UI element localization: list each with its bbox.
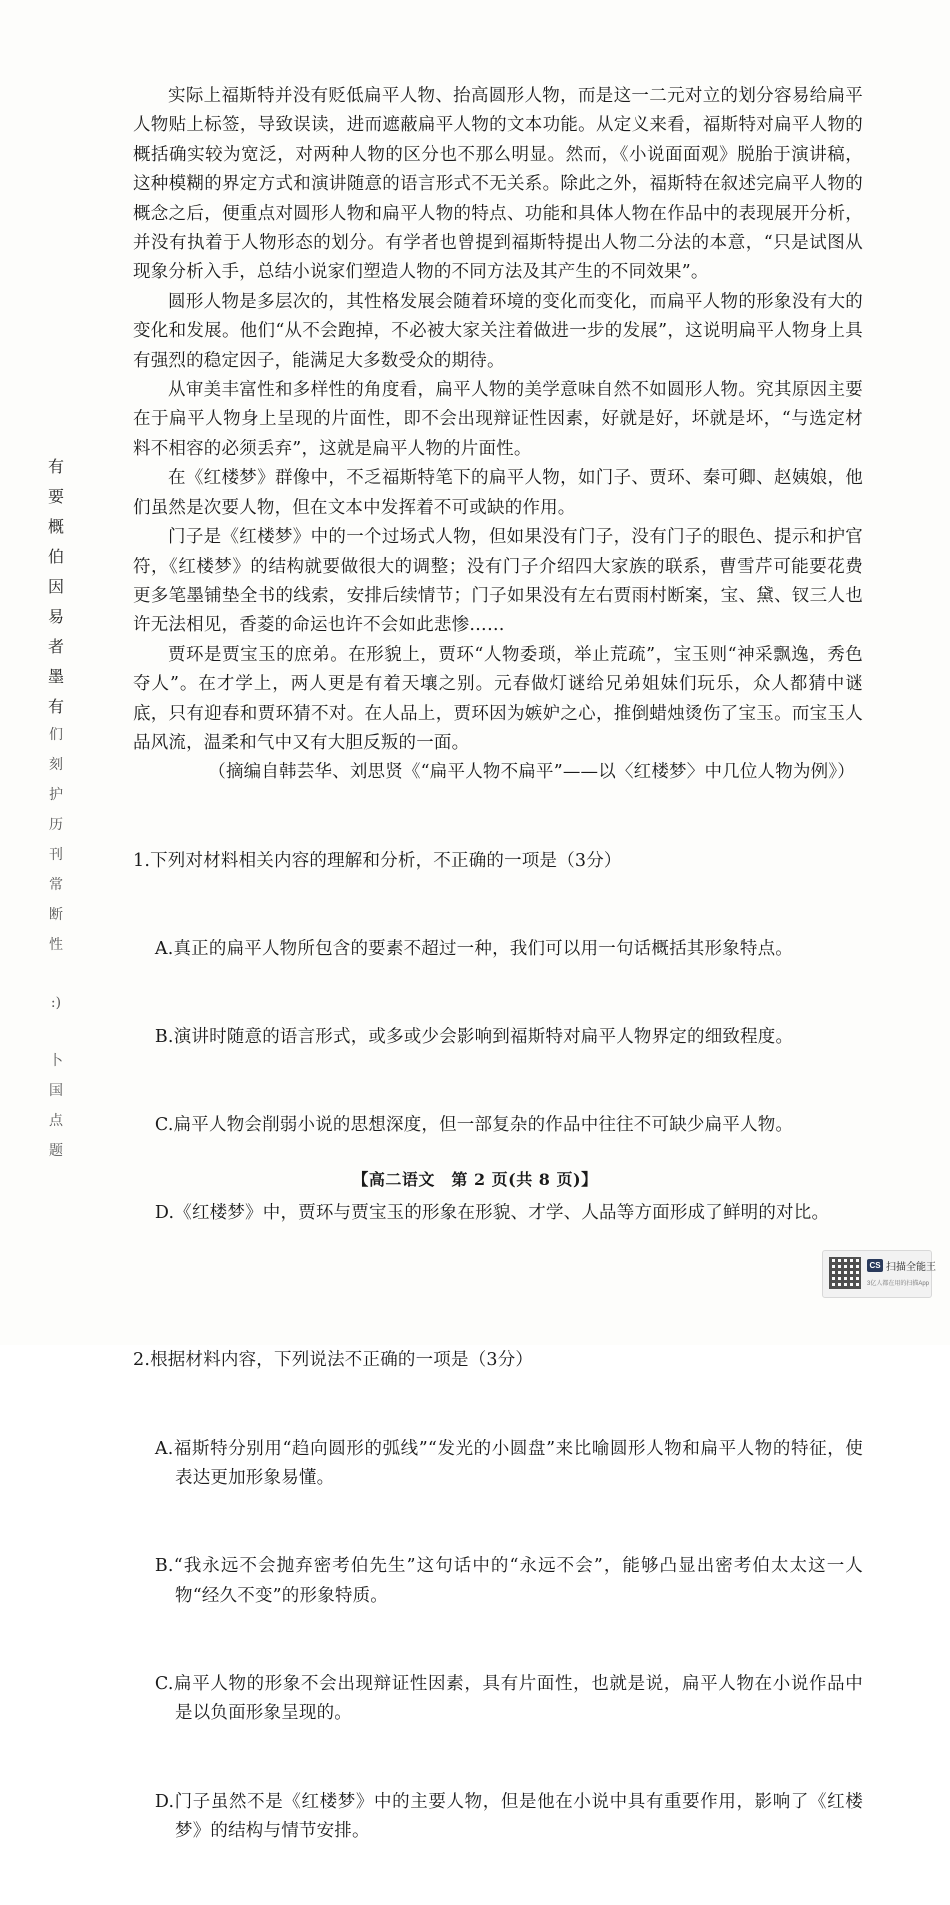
question-option: B.演讲时随意的语言形式，或多或少会影响到福斯特对扁平人物界定的细致程度。 xyxy=(154,1027,794,1047)
page-footer: 【高二语文 第 2 页(共 8 页)】 xyxy=(352,1170,598,1189)
margin-char: 们 xyxy=(49,727,63,743)
question-option: A.福斯特分别用“趋向圆形的弧线”“发光的小圆盘”来比喻圆形人物和扁平人物的特征，使表达更加形象易懂。 xyxy=(154,1438,863,1489)
scanner-watermark xyxy=(822,1250,936,1298)
article-paragraph: 圆形人物是多层次的，其性格发展会随着环境的变化而变化，而扁平人物的形象没有大的变化和发展。他们“从不会跑掉，不必被大家关注着做进一步的发展”，这说明扁平人物身上具有强烈的稳定因子，能满足大多数受众的期待。 xyxy=(133,291,863,371)
margin-char: 点 xyxy=(49,1113,63,1129)
article-paragraph: 在《红楼梦》群像中，不乏福斯特笔下的扁平人物，如门子、贾环、秦可卿、赵姨娘，他们虽然是次要人物，但在文本中发挥着不可或缺的作用。 xyxy=(133,468,863,518)
margin-char: 历 xyxy=(49,817,63,833)
margin-char: 性 xyxy=(49,937,63,953)
question-option: C.扁平人物会削弱小说的思想深度，但一部复杂的作品中往往不可缺少扁平人物。 xyxy=(154,1115,794,1136)
margin-char: 伯 xyxy=(47,547,64,566)
question-option: C.扁平人物的形象不会出现辩证性因素，具有片面性，也就是说，扁平人物在小说作品中是以负面形象呈现的。 xyxy=(154,1673,863,1724)
article-paragraph: 门子是《红楼梦》中的一个过场式人物，但如果没有门子，没有门子的眼色、提示和护官符，《红楼梦》的结构就要做很大的调整；没有门子介绍四大家族的联系，曹雪芹可能要花费更多笔墨铺垫全书的线索，安排后续情节；门子如果没有左右贾雨村断案，宝、黛、钗三人也许无法相见，香菱的命运也许不会如此悲惨…… xyxy=(133,527,863,636)
margin-char: 题 xyxy=(49,1143,63,1159)
article-source: （摘编自韩芸华、刘思贤《“扁平人物不扁平”——以〈红楼梦〉中几位人物为例》） xyxy=(208,762,855,783)
margin-char: 刻 xyxy=(49,757,63,773)
margin-char: :) xyxy=(50,995,62,1011)
qr-code-icon xyxy=(829,1257,861,1289)
margin-char: 因 xyxy=(47,577,64,596)
margin-char: 有 xyxy=(47,697,64,716)
margin-char: 断 xyxy=(49,907,63,923)
question-1 xyxy=(133,788,863,1288)
question-option: D.《红楼梦》中，贾环与贾宝玉的形象在形貌、才学、人品等方面形成了鲜明的对比。 xyxy=(154,1203,830,1224)
margin-char: 国 xyxy=(49,1083,63,1099)
margin-char: 概 xyxy=(47,517,64,536)
question-option: D.门子虽然不是《红楼梦》中的主要人物，但是他在小说中具有重要作用，影响了《红楼梦》的结构与情节安排。 xyxy=(154,1791,863,1841)
margin-char: 易 xyxy=(47,607,64,626)
scanner-title: 扫描全能王 xyxy=(886,1262,936,1273)
margin-fragment-column-2 xyxy=(44,720,68,1166)
question-stem: 1.下列对材料相关内容的理解和分析，不正确的一项是（3分） xyxy=(133,850,622,871)
question-2 xyxy=(133,1288,863,1905)
margin-fragment-column-1 xyxy=(44,452,68,722)
margin-char: 常 xyxy=(49,877,63,893)
question-option: B.“我永远不会抛弃密考伯先生”这句话中的“永远不会”，能够凸显出密考伯太太这一人物“经久不变”的形象特质。 xyxy=(154,1556,863,1606)
question-stem: 2.根据材料内容，下列说法不正确的一项是（3分） xyxy=(133,1350,534,1371)
margin-char: 卜 xyxy=(49,1053,63,1069)
scanner-subtitle: 3亿人都在用的扫描App xyxy=(867,1281,930,1287)
main-content xyxy=(133,82,863,1905)
margin-char: 刊 xyxy=(49,847,63,863)
margin-char: 有 xyxy=(47,457,64,476)
article-paragraph: 实际上福斯特并没有贬低扁平人物、抬高圆形人物，而是这一二元对立的划分容易给扁平人物贴上标签，导致误读，进而遮蔽扁平人物的文本功能。从定义来看，福斯特对扁平人物的概括确实较为宽泛，对两种人物的区分也不那么明显。然而，《小说面面观》脱胎于演讲稿，这种模糊的界定方式和演讲随意的语言形式不无关系。除此之外，福斯特在叙述完扁平人物的概念之后，便重点对圆形人物和扁平人物的特点、功能和具体人物在作品中的表现展开分析，并没有执着于人物形态的划分。有学者也曾提到福斯特提出人物二分法的本意，“只是试图从现象分析入手，总结小说家们塑造人物的不同方法及其产生的不同效果”。 xyxy=(133,86,863,283)
article-paragraph: 从审美丰富性和多样性的角度看，扁平人物的美学意味自然不如圆形人物。究其原因主要在于扁平人物身上呈现的片面性，即不会出现辩证性因素，好就是好，坏就是坏，“与选定材料不相容的必须丢弃”，这就是扁平人物的片面性。 xyxy=(133,380,863,459)
margin-char: 要 xyxy=(47,487,64,506)
margin-char: 者 xyxy=(47,637,64,656)
cs-logo-icon: CS xyxy=(867,1259,883,1272)
margin-char: 护 xyxy=(49,787,63,803)
margin-char: 墨 xyxy=(47,667,64,686)
question-option: A.真正的扁平人物所包含的要素不超过一种，我们可以用一句话概括其形象特点。 xyxy=(154,938,793,959)
article-paragraph: 贾环是贾宝玉的庶弟。在形貌上，贾环“人物委琐，举止荒疏”，宝玉则“神采飘逸，秀色夺人”。在才学上，两人更是有着天壤之别。元春做灯谜给兄弟姐妹们玩乐，众人都猜中谜底，只有迎春和贾环猜不对。在人品上，贾环因为嫉妒之心，推倒蜡烛烫伤了宝玉。而宝玉人品风流，温柔和气中又有大胆反叛的一面。 xyxy=(133,644,863,753)
